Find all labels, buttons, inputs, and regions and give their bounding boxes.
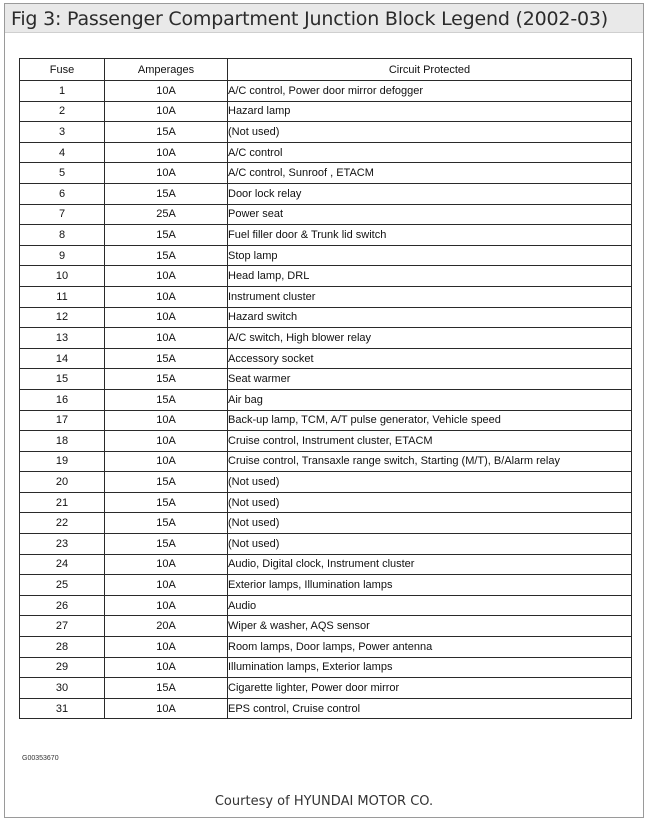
amperage-cell: 25A [105, 204, 228, 225]
table-row [20, 513, 632, 534]
fuse-cell: 1 [20, 81, 105, 102]
circuit-cell: Cruise control, Instrument cluster, ETACM [228, 431, 632, 452]
circuit-cell: Hazard switch [228, 307, 632, 328]
table-row [20, 163, 632, 184]
table-row [20, 492, 632, 513]
circuit-cell: Audio [228, 595, 632, 616]
table-body [20, 81, 632, 719]
circuit-cell: Fuel filler door & Trunk lid switch [228, 225, 632, 246]
header-amperages: Amperages [105, 59, 228, 81]
figure-frame [4, 3, 644, 818]
fuse-cell: 28 [20, 637, 105, 658]
fuse-cell: 16 [20, 389, 105, 410]
amperage-cell: 10A [105, 595, 228, 616]
amperage-cell: 10A [105, 637, 228, 658]
header-row [20, 59, 632, 81]
amperage-cell: 10A [105, 286, 228, 307]
table-row [20, 225, 632, 246]
circuit-cell: Back-up lamp, TCM, A/T pulse generator, Vehicle speed [228, 410, 632, 431]
amperage-cell: 15A [105, 534, 228, 555]
table-row [20, 266, 632, 287]
circuit-cell: Door lock relay [228, 183, 632, 204]
circuit-cell: A/C control, Power door mirror defogger [228, 81, 632, 102]
fuse-cell: 14 [20, 348, 105, 369]
circuit-cell: (Not used) [228, 472, 632, 493]
circuit-cell: Seat warmer [228, 369, 632, 390]
table-row [20, 142, 632, 163]
amperage-cell: 20A [105, 616, 228, 637]
circuit-cell: Power seat [228, 204, 632, 225]
fuse-cell: 6 [20, 183, 105, 204]
circuit-cell: Wiper & washer, AQS sensor [228, 616, 632, 637]
fuse-cell: 27 [20, 616, 105, 637]
fuse-cell: 9 [20, 245, 105, 266]
circuit-cell: Instrument cluster [228, 286, 632, 307]
fuse-cell: 30 [20, 678, 105, 699]
table-row [20, 637, 632, 658]
table-row [20, 245, 632, 266]
table-row [20, 698, 632, 719]
fuse-cell: 26 [20, 595, 105, 616]
fuse-cell: 29 [20, 657, 105, 678]
fuse-cell: 12 [20, 307, 105, 328]
table-row [20, 369, 632, 390]
fuse-cell: 13 [20, 328, 105, 349]
fuse-cell: 2 [20, 101, 105, 122]
amperage-cell: 10A [105, 451, 228, 472]
amperage-cell: 15A [105, 122, 228, 143]
amperage-cell: 10A [105, 328, 228, 349]
amperage-cell: 15A [105, 225, 228, 246]
circuit-cell: Hazard lamp [228, 101, 632, 122]
table-row [20, 389, 632, 410]
circuit-cell: Cruise control, Transaxle range switch, Starting (M/T), B/Alarm relay [228, 451, 632, 472]
circuit-cell: A/C switch, High blower relay [228, 328, 632, 349]
table-row [20, 575, 632, 596]
fuse-cell: 19 [20, 451, 105, 472]
fuse-cell: 4 [20, 142, 105, 163]
table-row [20, 204, 632, 225]
table-row [20, 554, 632, 575]
courtesy-credit: Courtesy of HYUNDAI MOTOR CO. [214, 794, 434, 809]
table-row [20, 122, 632, 143]
circuit-cell: Room lamps, Door lamps, Power antenna [228, 637, 632, 658]
title-bar [5, 4, 643, 33]
circuit-cell: Exterior lamps, Illumination lamps [228, 575, 632, 596]
table-row [20, 286, 632, 307]
amperage-cell: 15A [105, 513, 228, 534]
amperage-cell: 15A [105, 389, 228, 410]
table-row [20, 431, 632, 452]
amperage-cell: 10A [105, 698, 228, 719]
fuse-cell: 5 [20, 163, 105, 184]
table-row [20, 678, 632, 699]
fuse-cell: 17 [20, 410, 105, 431]
amperage-cell: 10A [105, 410, 228, 431]
header-circuit-protected: Circuit Protected [228, 59, 632, 81]
fuse-cell: 21 [20, 492, 105, 513]
circuit-cell: (Not used) [228, 122, 632, 143]
fuse-cell: 8 [20, 225, 105, 246]
fuse-cell: 22 [20, 513, 105, 534]
amperage-cell: 10A [105, 163, 228, 184]
amperage-cell: 15A [105, 369, 228, 390]
amperage-cell: 15A [105, 183, 228, 204]
fuse-cell: 10 [20, 266, 105, 287]
fuse-cell: 24 [20, 554, 105, 575]
circuit-cell: A/C control, Sunroof , ETACM [228, 163, 632, 184]
circuit-cell: (Not used) [228, 492, 632, 513]
table-row [20, 328, 632, 349]
amperage-cell: 10A [105, 266, 228, 287]
table-row [20, 183, 632, 204]
table-row [20, 410, 632, 431]
amperage-cell: 10A [105, 431, 228, 452]
fuse-cell: 15 [20, 369, 105, 390]
circuit-cell: Stop lamp [228, 245, 632, 266]
table-row [20, 472, 632, 493]
circuit-cell: EPS control, Cruise control [228, 698, 632, 719]
fuse-cell: 3 [20, 122, 105, 143]
table-row [20, 616, 632, 637]
circuit-cell: (Not used) [228, 534, 632, 555]
amperage-cell: 15A [105, 492, 228, 513]
table-row [20, 307, 632, 328]
fuse-cell: 20 [20, 472, 105, 493]
circuit-cell: A/C control [228, 142, 632, 163]
table-row [20, 451, 632, 472]
amperage-cell: 15A [105, 472, 228, 493]
amperage-cell: 10A [105, 575, 228, 596]
circuit-cell: Head lamp, DRL [228, 266, 632, 287]
table-row [20, 595, 632, 616]
table-row [20, 348, 632, 369]
circuit-cell: Illumination lamps, Exterior lamps [228, 657, 632, 678]
header-fuse: Fuse [20, 59, 105, 81]
fuse-cell: 11 [20, 286, 105, 307]
amperage-cell: 10A [105, 554, 228, 575]
table-row [20, 81, 632, 102]
amperage-cell: 10A [105, 81, 228, 102]
amperage-cell: 15A [105, 245, 228, 266]
circuit-cell: (Not used) [228, 513, 632, 534]
figure-title: Fig 3: Passenger Compartment Junction Block Legend (2002-03) [11, 8, 608, 30]
amperage-cell: 10A [105, 657, 228, 678]
amperage-cell: 10A [105, 142, 228, 163]
figure-id: G00353670 [22, 755, 59, 762]
amperage-cell: 10A [105, 307, 228, 328]
fuse-cell: 31 [20, 698, 105, 719]
circuit-cell: Audio, Digital clock, Instrument cluster [228, 554, 632, 575]
circuit-cell: Air bag [228, 389, 632, 410]
fuse-cell: 7 [20, 204, 105, 225]
table-row [20, 101, 632, 122]
fuse-cell: 25 [20, 575, 105, 596]
circuit-cell: Accessory socket [228, 348, 632, 369]
table-row [20, 534, 632, 555]
circuit-cell: Cigarette lighter, Power door mirror [228, 678, 632, 699]
amperage-cell: 10A [105, 101, 228, 122]
fuse-cell: 18 [20, 431, 105, 452]
fuse-cell: 23 [20, 534, 105, 555]
table-row [20, 657, 632, 678]
fuse-legend-table [19, 58, 632, 719]
amperage-cell: 15A [105, 348, 228, 369]
amperage-cell: 15A [105, 678, 228, 699]
